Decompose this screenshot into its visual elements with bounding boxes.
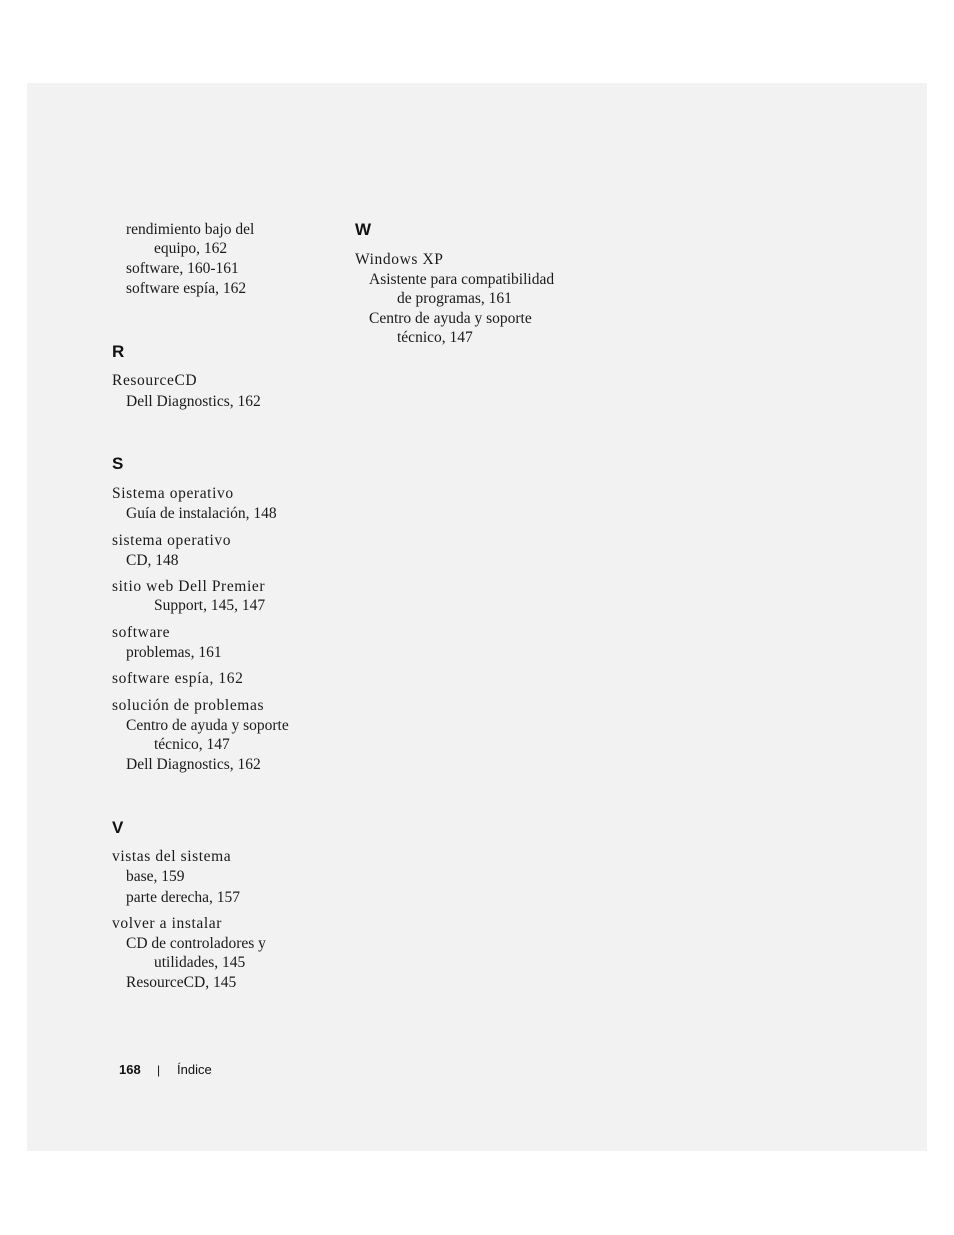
index-subentry: rendimiento bajo del (126, 221, 255, 238)
page-number: 168 (119, 1062, 141, 1077)
index-subentry: técnico, 147 (397, 329, 473, 346)
index-subentry: Support, 145, 147 (154, 597, 266, 614)
index-subentry: Asistente para compatibilidad (369, 271, 555, 288)
index-entry: solución de problemas (112, 697, 265, 714)
index-subentry: Dell Diagnostics, 162 (126, 393, 261, 410)
index-entry: software espía, 162 (112, 670, 244, 687)
index-subentry: Guía de instalación, 148 (126, 505, 277, 522)
footer-section-title: Índice (177, 1062, 212, 1077)
index-letter-heading: S (112, 454, 124, 473)
index-subentry: CD, 148 (126, 552, 179, 569)
index-subentry: de programas, 161 (397, 290, 512, 307)
index-subentry: Centro de ayuda y soporte (126, 717, 289, 734)
footer-separator: | (157, 1063, 161, 1077)
index-subentry: ResourceCD, 145 (126, 974, 237, 991)
index-subentry: Centro de ayuda y soporte (369, 310, 532, 327)
index-subentry: utilidades, 145 (154, 954, 246, 971)
index-subentry: equipo, 162 (154, 240, 228, 257)
index-subentry: técnico, 147 (154, 736, 230, 753)
index-subentry: software, 160-161 (126, 260, 239, 277)
index-subentry: base, 159 (126, 868, 185, 885)
index-entry: Windows XP (355, 251, 444, 268)
index-letter-heading: W (355, 220, 372, 239)
index-subentry: CD de controladores y (126, 935, 266, 952)
index-entry: volver a instalar (112, 915, 223, 932)
index-entry: software (112, 624, 171, 641)
index-subentry: software espía, 162 (126, 280, 247, 297)
index-entry: ResourceCD (112, 372, 198, 389)
index-subentry: Dell Diagnostics, 162 (126, 756, 261, 773)
index-entry: Sistema operativo (112, 485, 234, 502)
index-entry: vistas del sistema (112, 848, 232, 865)
index-subentry: problemas, 161 (126, 644, 222, 661)
index-letter-heading: R (112, 342, 125, 361)
index-entry: sistema operativo (112, 532, 232, 549)
index-letter-heading: V (112, 818, 124, 837)
index-subentry: parte derecha, 157 (126, 889, 241, 906)
index-entry: sitio web Dell Premier (112, 578, 266, 595)
